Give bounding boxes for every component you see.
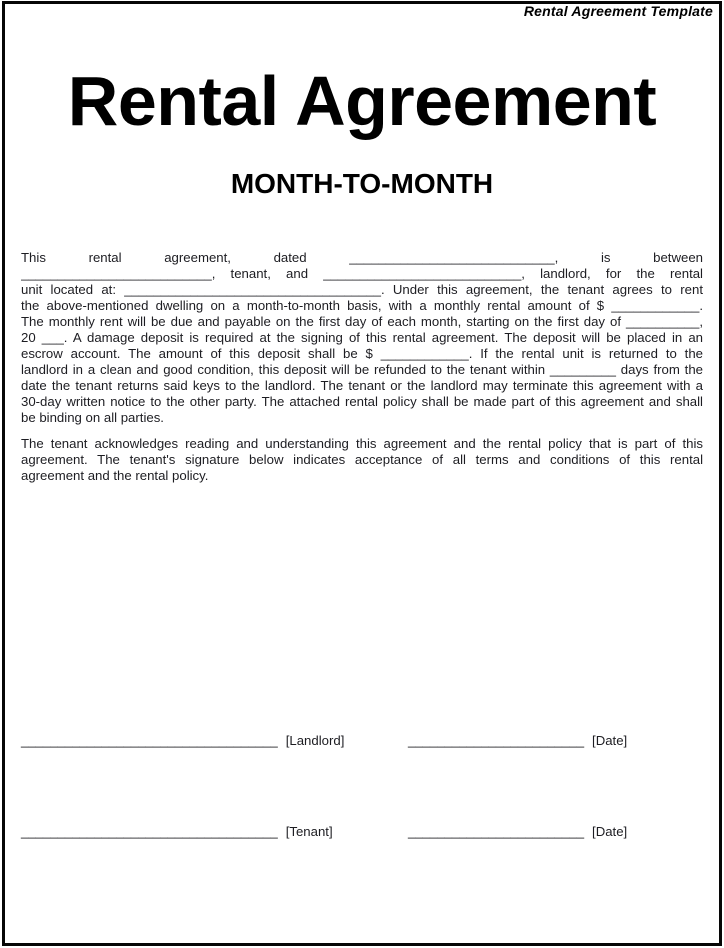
acknowledgement-paragraph [21, 436, 703, 484]
agreement-paragraph [21, 250, 703, 426]
signature-row-tenant [21, 824, 703, 842]
paragraph-line: 20 ___. A damage deposit is required at the signing of this rental agreement. The deposit will be placed in an [21, 330, 703, 345]
document-subtitle: MONTH-TO-MONTH [230, 168, 494, 199]
tenant-label: [Tenant] [285, 824, 333, 839]
paragraph-line: 30-day written notice to the other party. The attached rental policy shall be made part of this agreement and shall [21, 394, 703, 409]
paragraph-line: __________________________, tenant, and ___________________________, landlord, for the rental [21, 266, 703, 281]
header-title: Rental Agreement Template [523, 3, 713, 19]
signature-row-landlord [21, 733, 703, 751]
tenant-date-line: ________________________ [408, 824, 585, 839]
paragraph-line: agreement. The tenant's signature below indicates acceptance of all terms and conditions of this rental [21, 452, 703, 467]
landlord-date-label: [Date] [592, 733, 628, 748]
landlord-date-group [408, 733, 627, 749]
landlord-label: [Landlord] [285, 733, 345, 748]
paragraph-line: date the tenant returns said keys to the landlord. The tenant or the landlord may terminate this agreement with a [21, 378, 703, 393]
paragraph-line: This rental agreement, dated ____________________________, is between [21, 250, 703, 265]
landlord-date-line: ________________________ [408, 733, 585, 748]
tenant-date-group [408, 824, 627, 840]
paragraph-line: landlord in a clean and good condition, this deposit will be refunded to the tenant within _________ days from the [21, 362, 703, 377]
document-title: Rental Agreement [67, 62, 657, 140]
paragraph-line: The tenant acknowledges reading and understanding this agreement and the rental policy that is part of this [21, 436, 703, 451]
paragraph-line: the above-mentioned dwelling on a month-to-month basis, with a monthly rental amount of $ ____________. [21, 298, 703, 313]
paragraph-line: unit located at: ___________________________________. Under this agreement, the tenant agrees to rent [21, 282, 703, 297]
paragraph-line: escrow account. The amount of this deposit shall be $ ____________. If the rental unit is returned to the [21, 346, 703, 361]
tenant-signature-line: ___________________________________ [21, 824, 278, 839]
tenant-date-label: [Date] [592, 824, 628, 839]
paragraph-line: The monthly rent will be due and payable on the first day of each month, starting on the first day of __________, [21, 314, 703, 329]
paragraph-line: agreement and the rental policy. [21, 468, 209, 483]
paragraph-line: be binding on all parties. [21, 410, 164, 425]
landlord-signature-line: ___________________________________ [21, 733, 278, 748]
